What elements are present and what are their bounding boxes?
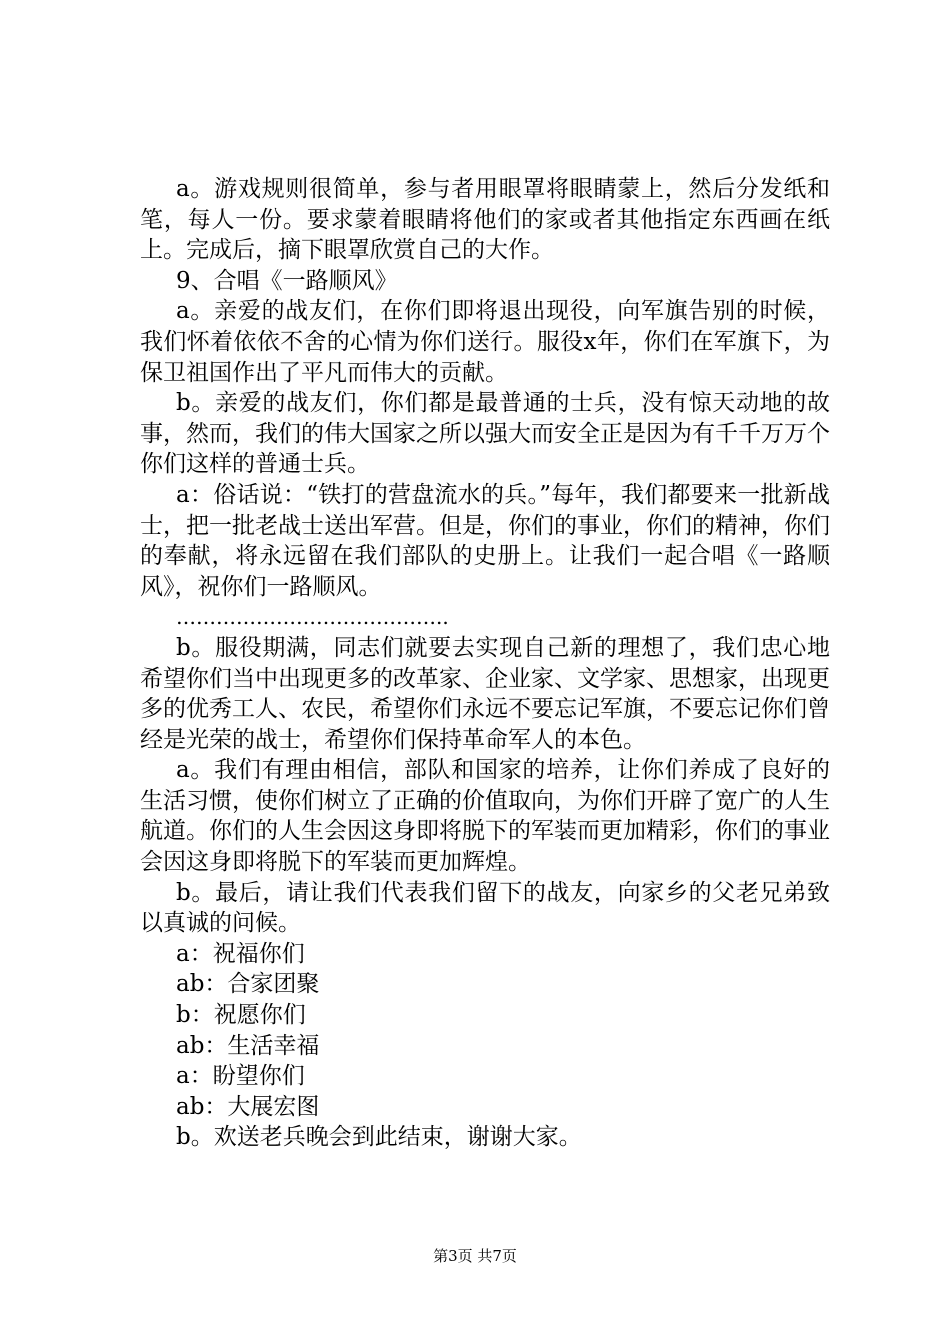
paragraph-belief-a: a。我们有理由相信，部队和国家的培养，让你们养成了良好的生活习惯，使你们树立了正确的价值取向，为你们开辟了宽广的人生航道。你们的人生会因这身即将脱下的军装而更加精彩，你们的事业会因这身即将脱下的军装而更加辉煌。 <box>140 757 830 876</box>
paragraph-saying-a: a：俗话说：“铁打的营盘流水的兵。”每年，我们都要来一批新战士，把一批老战士送出军营。但是，你们的事业，你们的精神，你们的奉献，将永远留在我们部队的史册上。让我们一起合唱《一路顺风》，祝你们一路顺风。 <box>140 481 830 600</box>
paragraph-game-rules: a。游戏规则很简单，参与者用眼罩将眼睛蒙上，然后分发纸和笔，每人一份。要求蒙着眼睛将他们的家或者其他指定东西画在纸上。完成后，摘下眼罩欣赏自己的大作。 <box>140 176 830 264</box>
paragraph-line-ab3: ab：大展宏图 <box>176 1093 320 1120</box>
paragraph-farewell-a: a。亲爱的战友们，在你们即将退出现役，向军旗告别的时候，我们怀着依依不舍的心情为你们送行。服役x年，你们在军旗下，为保卫祖国作出了平凡而伟大的贡献。 <box>140 298 830 386</box>
paragraph-ellipsis: ………………………………….. <box>176 605 449 630</box>
paragraph-line-a1: a：祝福你们 <box>176 940 305 967</box>
page-footer: 第3页 共7页 <box>433 1247 517 1265</box>
paragraph-line-b1: b：祝愿你们 <box>176 1002 306 1029</box>
paragraph-greeting-b: b。最后，请让我们代表我们留下的战友，向家乡的父老兄弟致以真诚的问候。 <box>140 879 830 937</box>
paragraph-line-ab2: ab：生活幸福 <box>176 1032 320 1059</box>
paragraph-line-ab1: ab：合家团聚 <box>176 971 320 998</box>
paragraph-hope-b: b。服役期满，同志们就要去实现自己新的理想了，我们忠心地希望你们当中出现更多的改革家、企业家、文学家、思想家，出现更多的优秀工人、农民，希望你们永远不要忘记军旗，不要忘记你们曾经是光荣的战士，希望你们保持革命军人的本色。 <box>140 634 830 753</box>
paragraph-closing-b: b。欢送老兵晚会到此结束，谢谢大家。 <box>176 1124 582 1151</box>
paragraph-farewell-b: b。亲爱的战友们，你们都是最普通的士兵，没有惊天动地的故事，然而，我们的伟大国家之所以强大而安全正是因为有千千万万个你们这样的普通士兵。 <box>140 390 830 478</box>
document-body <box>140 174 830 1153</box>
paragraph-section-heading: 9、合唱《一路顺风》 <box>176 267 398 294</box>
paragraph-line-a2: a：盼望你们 <box>176 1063 305 1090</box>
